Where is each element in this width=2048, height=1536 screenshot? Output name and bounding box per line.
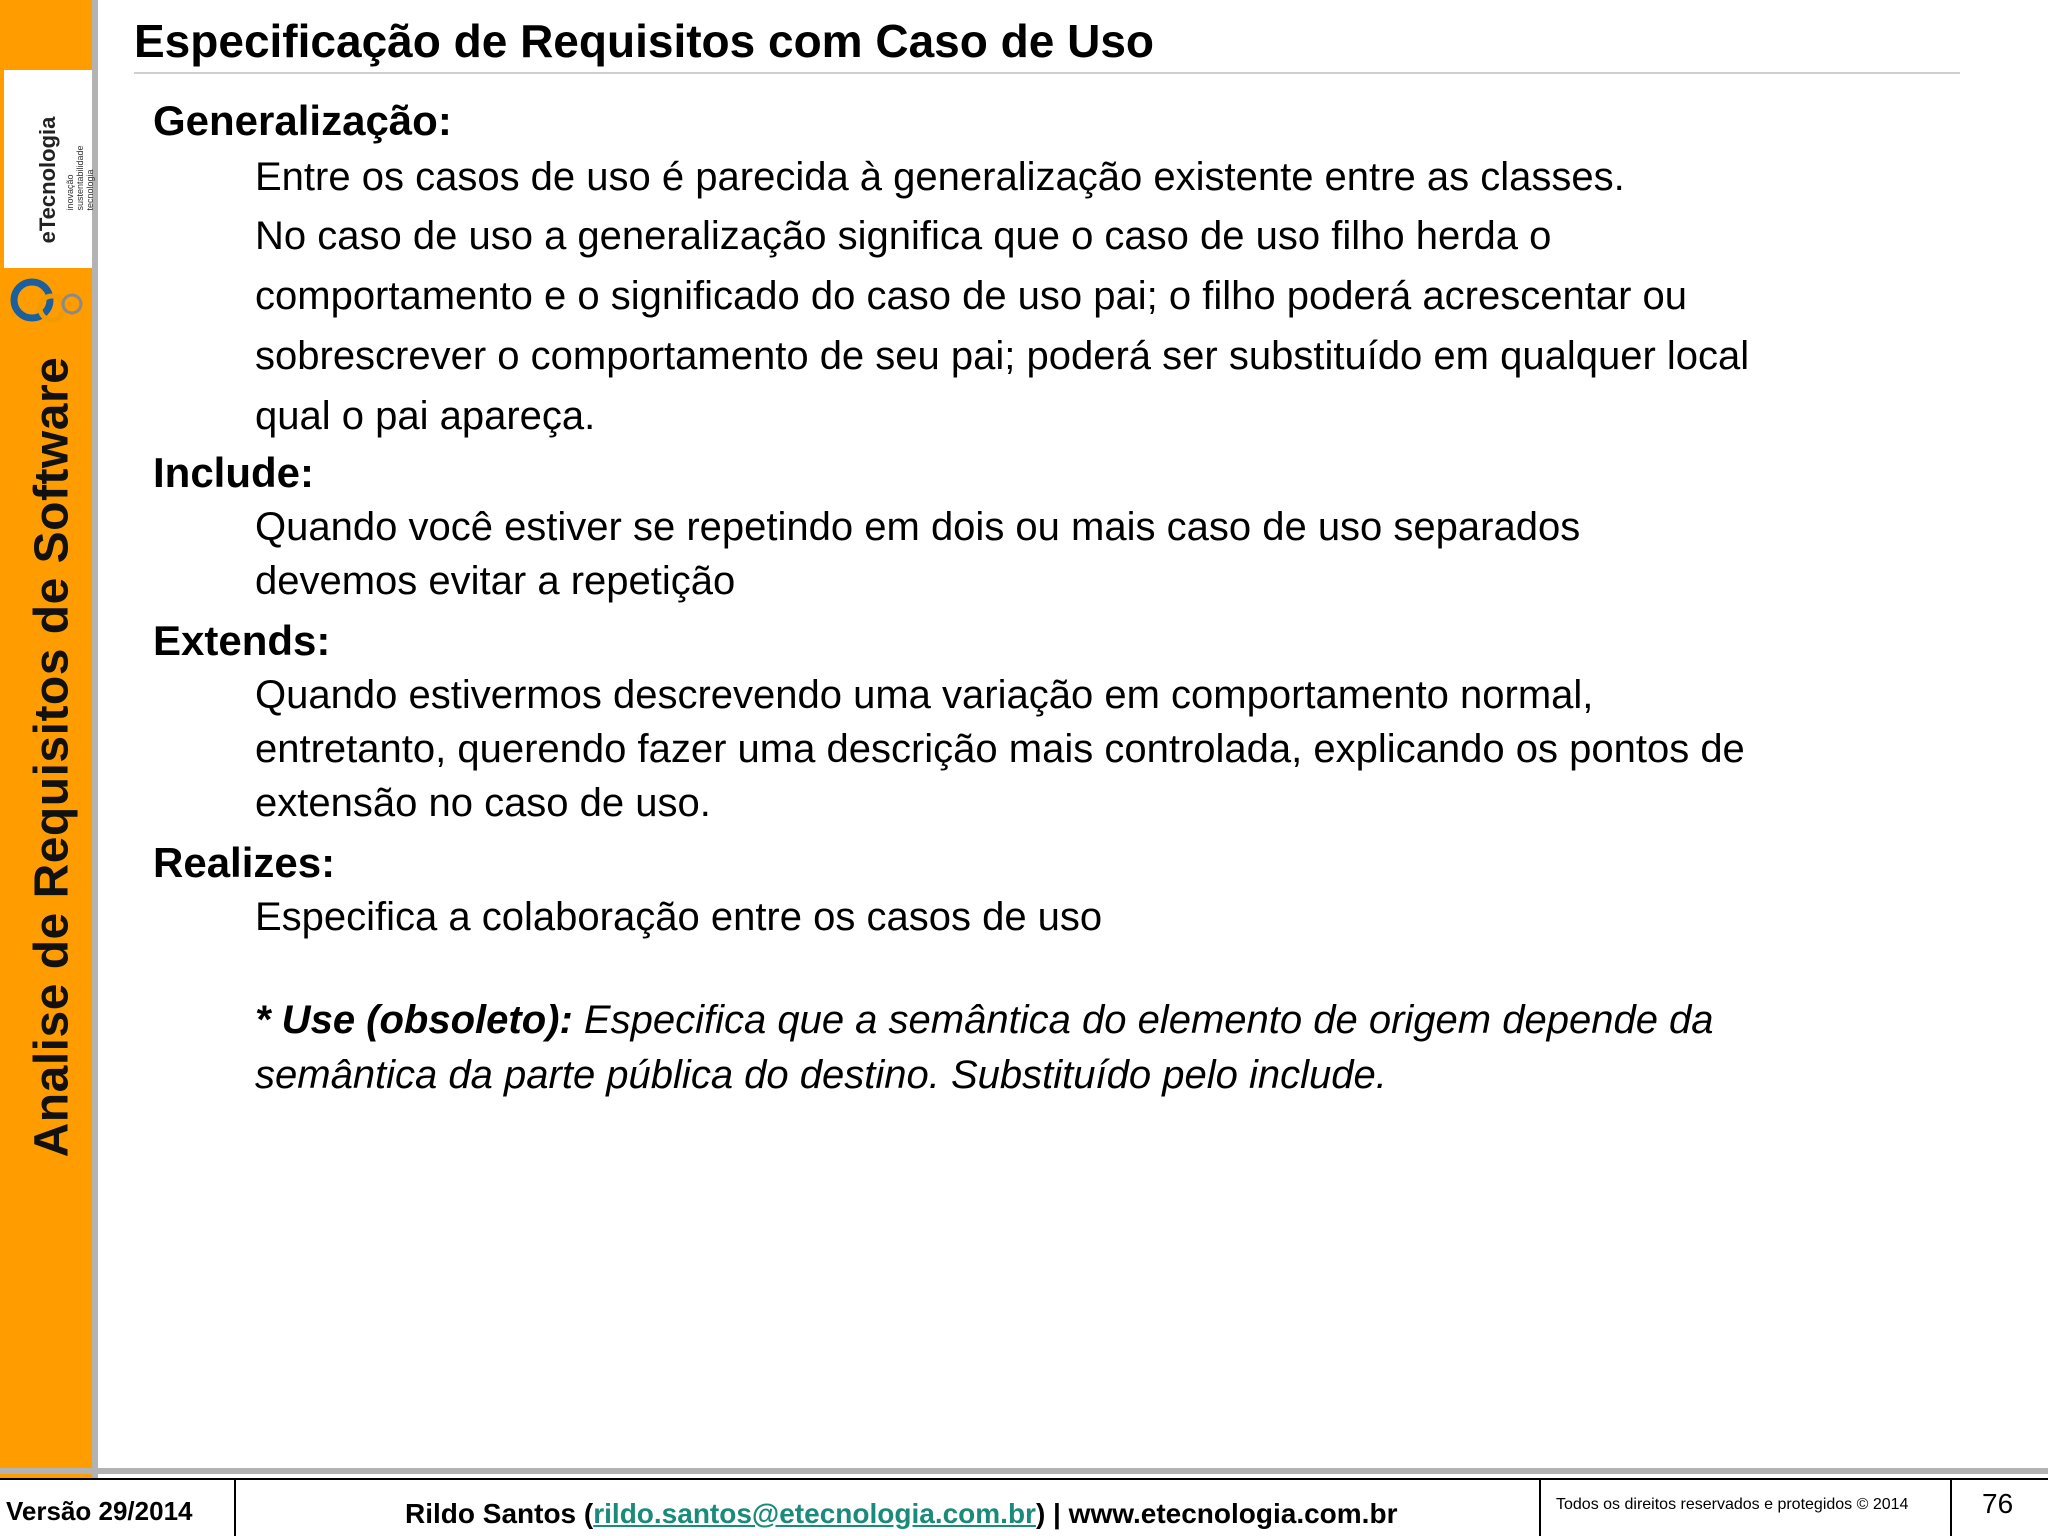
generalizacao-line-5: qual o pai apareça. [255,394,596,438]
generalizacao-line-2: No caso de uso a generalização significa que o caso de uso filho herda o [255,214,1552,258]
note-label: * Use (obsoleto): [255,998,573,1042]
heading-generalizacao: Generalização: [153,97,452,144]
logo-tagline-3: tecnologia [85,169,95,211]
footer-divider [1950,1480,1952,1536]
footer-author-prefix: Rildo Santos ( [405,1498,594,1529]
footer-version: Versão 29/2014 [6,1496,193,1526]
footer-rights: Todos os direitos reservados e protegidos © 2014 [1556,1496,1909,1513]
generalizacao-line-1: Entre os casos de uso é parecida à generalização existente entre as classes. [255,155,1625,199]
logo-tagline-2: sustentabilidade [75,145,85,211]
footer-divider [1539,1480,1541,1536]
heading-realizes: Realizes: [153,839,336,886]
page-number: 76 [1982,1488,2014,1519]
page-title: Especificação de Requisitos com Caso de Uso [134,15,1154,67]
logo [4,70,95,268]
sidebar [0,0,98,1478]
extends-line-3: extensão no caso de uso. [255,781,711,825]
footer-shadow-rule [0,1468,2048,1474]
footer-divider [234,1480,236,1536]
extends-line-1: Quando estivermos descrevendo uma variação em comportamento normal, [255,673,1594,717]
logo-tagline [65,145,95,210]
heading-extends: Extends: [153,617,331,664]
realizes-line-1: Especifica a colaboração entre os casos de uso [255,895,1103,939]
footer-author [405,1498,1397,1530]
note-line-1: Especifica que a semântica do elemento de origem depende da [572,998,1714,1042]
title-divider [134,72,1960,74]
slide-content [153,94,1983,1103]
logo-name: eTecnologia [35,116,60,244]
include-line-1: Quando você estiver se repetindo em dois ou mais caso de uso separados [255,505,1581,549]
use-obsolete-note [255,993,1983,1048]
generalizacao-line-4: sobrescrever o comportamento de seu pai; poderá ser substituído em qualquer local [255,334,1750,378]
extends-line-2: entretanto, querendo fazer uma descrição mais controlada, explicando os pontos de [255,727,1745,771]
logo-tagline-1: inovação [65,174,75,211]
note-line-2: semântica da parte pública do destino. Substituído pelo include. [255,1053,1387,1097]
footer-email-link[interactable]: rildo.santos@etecnologia.com.br [593,1498,1036,1529]
sidebar-vertical-title: Analise de Requisitos de Software [25,356,79,1158]
footer-rule [0,1478,2048,1480]
heading-include: Include: [153,449,315,496]
footer-author-suffix: ) | www.etecnologia.com.br [1035,1498,1398,1529]
include-line-2: devemos evitar a repetição [255,559,736,603]
logo-rings-icon [10,270,90,330]
generalizacao-line-3: comportamento e o significado do caso de uso pai; o filho poderá acrescentar ou [255,274,1687,318]
